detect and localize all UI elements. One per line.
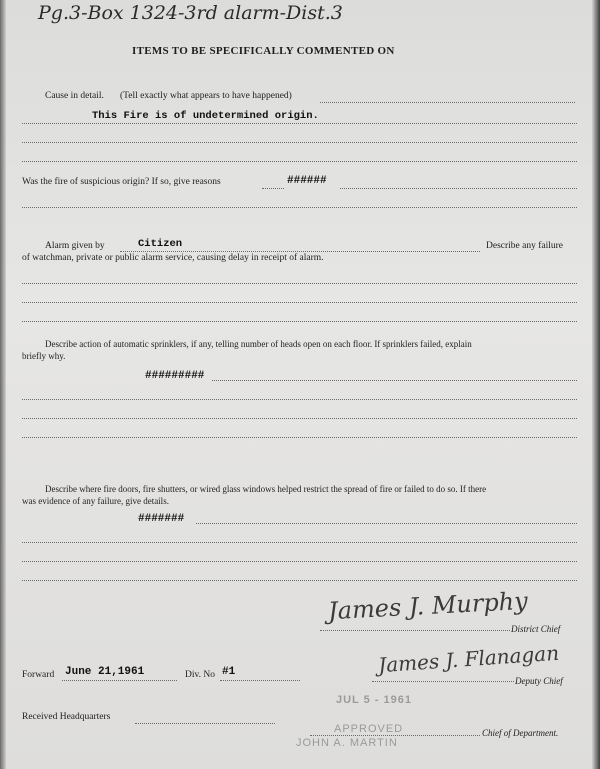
- chief-of-department-label: Chief of Department.: [482, 728, 559, 738]
- alarm-failure-line2: of watchman, private or public alarm service, causing delay in receipt of alarm.: [22, 253, 324, 263]
- sprinklers-line-4: [22, 437, 577, 438]
- district-chief-line: [320, 630, 510, 631]
- alarm-line-2: [22, 283, 577, 284]
- forward-label: Forward: [22, 670, 55, 680]
- cause-line-2: [22, 123, 577, 124]
- firedoors-instruction-2: was evidence of any failure, give details.: [22, 496, 169, 506]
- sprinklers-line-2: [22, 399, 577, 400]
- received-line: [135, 723, 275, 724]
- suspicious-line-2: [22, 207, 577, 208]
- div-label: Div. No: [185, 670, 215, 680]
- forward-date: June 21,1961: [65, 666, 145, 678]
- alarm-label: Alarm given by: [45, 241, 105, 251]
- deputy-chief-signature: James J. Flanagan: [377, 640, 560, 678]
- firedoors-line-4: [22, 580, 577, 581]
- received-headquarters-label: Received Headquarters: [22, 712, 111, 722]
- suspicious-value: ######: [287, 175, 327, 187]
- chief-line: [310, 735, 480, 736]
- header-handwritten-note: Pg.3-Box 1324-3rd alarm-Dist.3: [38, 2, 343, 24]
- suspicious-line-1: [340, 188, 577, 189]
- sprinklers-instruction-2: briefly why.: [22, 351, 66, 361]
- sprinklers-instruction-1: Describe action of automatic sprinklers, if any, telling number of heads open on each floor. If sprinklers failed, explain: [45, 339, 472, 349]
- firedoors-instruction-1: Describe where fire doors, fire shutters, or wired glass windows helped restrict the spread of fire or failed to do so. If there: [45, 484, 487, 494]
- deputy-chief-label: Deputy Chief: [515, 676, 563, 686]
- cause-instruction: (Tell exactly what appears to have happened): [120, 91, 292, 101]
- alarm-value: Citizen: [138, 238, 183, 250]
- sprinklers-value: #########: [145, 370, 205, 382]
- district-chief-signature: James J. Murphy: [327, 586, 529, 626]
- district-chief-label: District Chief: [511, 624, 561, 634]
- div-value: #1: [222, 666, 236, 678]
- approved-stamp: APPROVED: [334, 723, 404, 735]
- scan-edge-left: [0, 0, 6, 769]
- cause-line-4: [22, 161, 577, 162]
- deputy-chief-line: [372, 681, 514, 682]
- cause-line-3: [22, 142, 577, 143]
- scan-edge-right: [592, 0, 600, 769]
- suspicious-lead-dots: [262, 188, 284, 189]
- received-date-stamp: JUL 5 - 1961: [336, 694, 413, 706]
- firedoors-line-2: [22, 542, 577, 543]
- alarm-line-3: [22, 302, 577, 303]
- sprinklers-line-1: [212, 380, 577, 381]
- firedoors-line-3: [22, 561, 577, 562]
- cause-line-1: [320, 102, 575, 103]
- sprinklers-line-3: [22, 418, 577, 419]
- cause-label: Cause in detail.: [45, 91, 104, 101]
- approver-name-stamp: JOHN A. MARTIN: [296, 737, 398, 749]
- cause-value: This Fire is of undetermined origin.: [92, 110, 319, 122]
- alarm-line-4: [22, 321, 577, 322]
- form-title: ITEMS TO BE SPECIFICALLY COMMENTED ON: [132, 45, 395, 57]
- forward-line: [62, 680, 177, 681]
- div-line: [220, 680, 300, 681]
- firedoors-line-1: [196, 523, 577, 524]
- suspicious-label: Was the fire of suspicious origin? If so, give reasons: [22, 177, 221, 187]
- alarm-line: [120, 251, 480, 252]
- alarm-failure-label: Describe any failure: [486, 241, 564, 251]
- firedoors-value: #######: [138, 513, 185, 525]
